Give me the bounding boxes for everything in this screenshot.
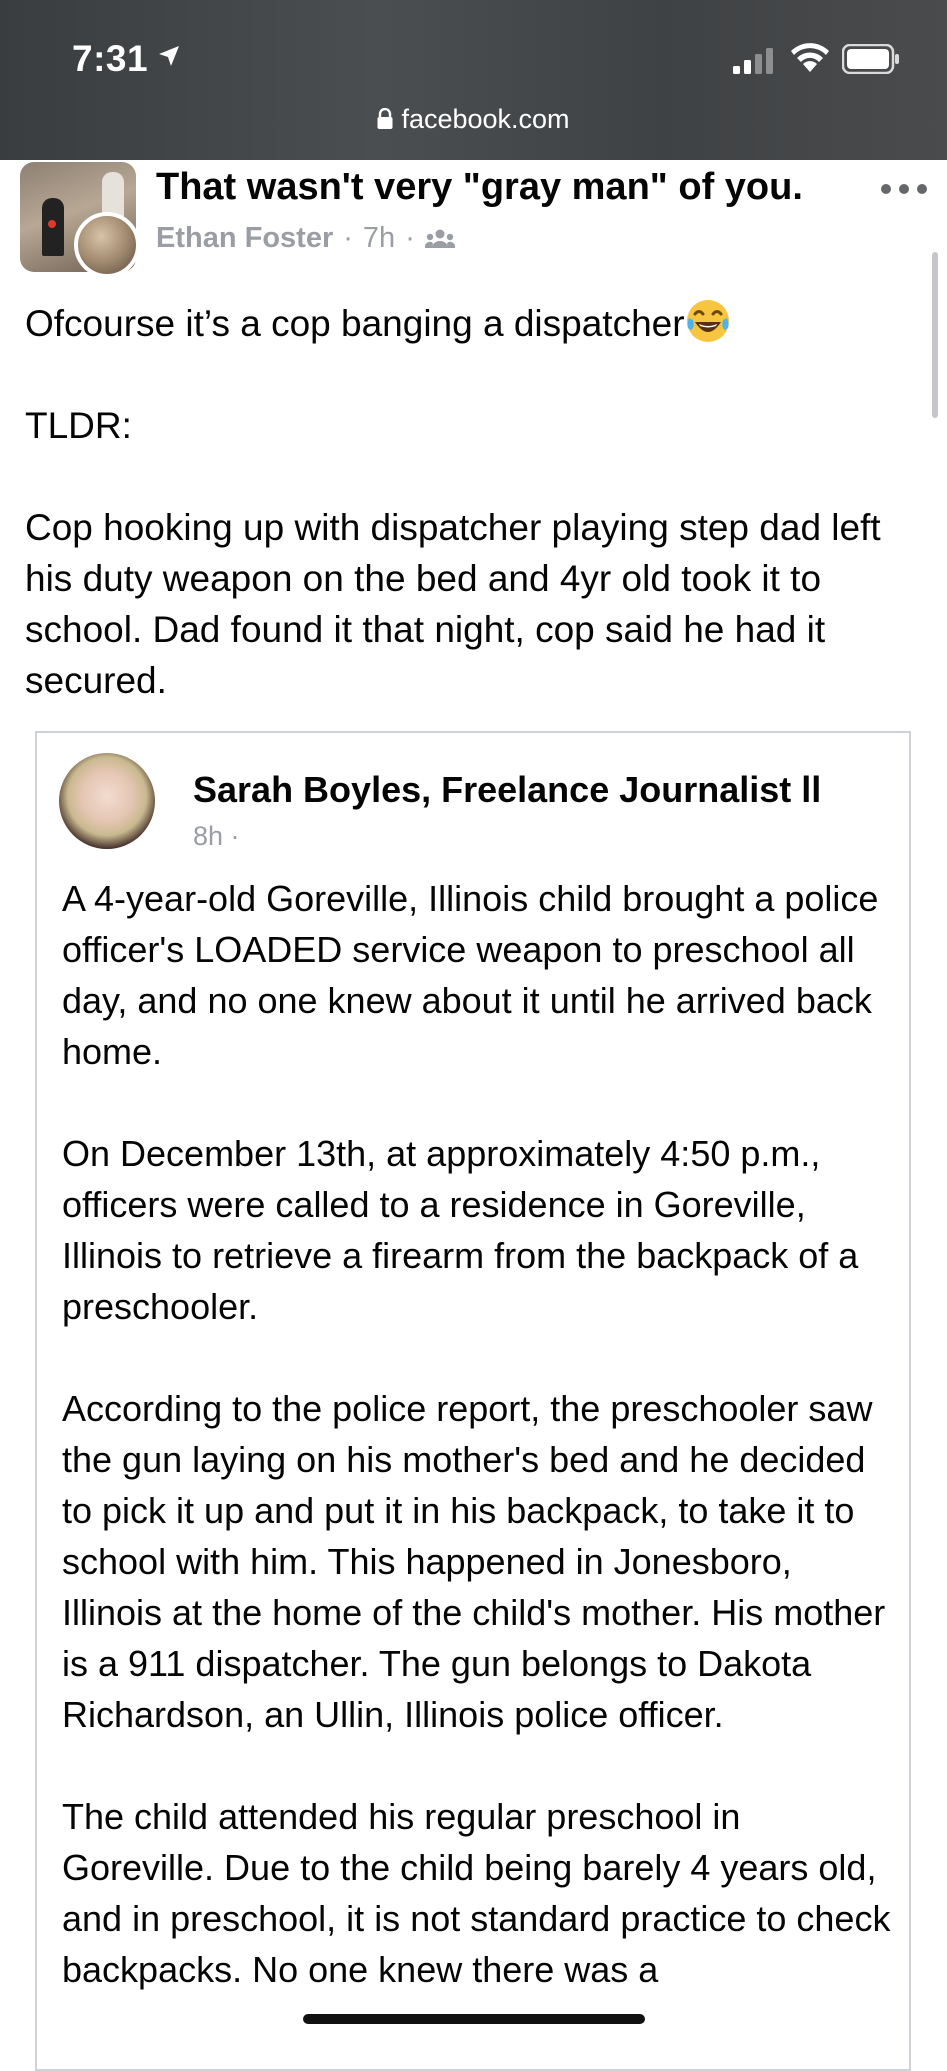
battery-icon [842, 44, 900, 74]
author-avatar[interactable] [74, 212, 140, 278]
shared-post-card[interactable] [35, 731, 911, 2071]
post-paragraph: Cop hooking up with dispatcher playing step dad left his duty weapon on the bed and 4yr old took it to school. Dad found it that night, cop said he had it secured. [25, 507, 881, 701]
address-bar[interactable] [0, 104, 947, 135]
post-paragraph [25, 298, 935, 349]
post-paragraph: TLDR: [25, 405, 132, 446]
author-name[interactable]: Ethan Foster [156, 222, 334, 254]
shared-paragraph: A 4-year-old Goreville, Illinois child brought a police officer's LOADED service weapon to preschool all day, and no one knew about it until he arrived back home. [62, 878, 879, 1072]
browser-top-bar [0, 0, 947, 160]
group-title[interactable]: That wasn't very "gray man" of you. [156, 166, 803, 208]
home-indicator[interactable] [303, 2014, 645, 2024]
post-avatar-group[interactable] [20, 162, 146, 280]
post-body [25, 298, 935, 706]
group-members-icon [425, 228, 455, 250]
shared-paragraph: On December 13th, at approximately 4:50 p.m., officers were called to a residence in Goreville, Illinois to retrieve a firearm from the backpack of a preschooler. [62, 1133, 859, 1327]
location-arrow-icon [157, 44, 181, 68]
shared-author-name[interactable]: Sarah Boyles, Freelance Journalist ll [193, 769, 822, 810]
lock-icon [377, 108, 393, 130]
wifi-icon [790, 42, 830, 74]
post-time[interactable]: 7h [362, 222, 396, 254]
post-text-line: Ofcourse it’s a cop banging a dispatcher [25, 303, 685, 344]
shared-author-avatar[interactable] [59, 753, 155, 849]
shared-post-time[interactable]: 8h · [193, 821, 240, 851]
more-options-icon[interactable] [880, 178, 928, 200]
url-domain: facebook.com [401, 104, 570, 134]
thumbnail-target-dot [48, 220, 56, 228]
meta-separator: · [343, 222, 353, 254]
shared-post-body [62, 873, 892, 1995]
status-time: 7:31 [72, 38, 149, 79]
cellular-signal-icon [733, 46, 777, 74]
meta-separator: · [405, 222, 415, 254]
post-meta [156, 222, 455, 255]
laughing-tears-emoji-icon [685, 298, 731, 344]
shared-paragraph: The child attended his regular preschool in Goreville. Due to the child being barely 4 years old, and in preschool, it is not standard practice to check backpacks. No one knew there was a [62, 1796, 891, 1990]
shared-paragraph: According to the police report, the preschooler saw the gun laying on his mother's bed and he decided to pick it up and put it in his backpack, to take it to school with him. This happened in Jonesboro, Illinois at the home of the child's mother. His mother is a 911 dispatcher. The gun belongs to Dakota Richardson, an Ullin, Illinois police officer. [62, 1388, 886, 1735]
